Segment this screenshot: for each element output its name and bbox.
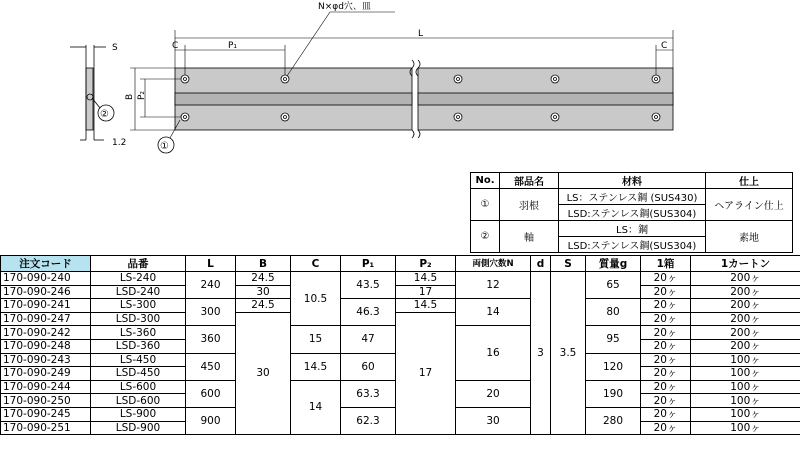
value-p2: 14.5 [396,299,456,313]
parts-name: 軸 [500,221,559,253]
spec-header-p2: P₂ [396,256,456,272]
value-box: 20ヶ [641,285,691,299]
order-code: 170-090-248 [1,339,91,353]
value-mass: 280 [586,407,641,434]
value-carton: 200ヶ [691,339,800,353]
part-number: LSD-600 [91,394,186,408]
order-code: 170-090-241 [1,299,91,313]
order-code: 170-090-242 [1,326,91,340]
value-box: 20ヶ [641,326,691,340]
spec-header-n: 両側穴数N [456,256,531,272]
value-carton: 200ヶ [691,312,800,326]
part-number: LS-360 [91,326,186,340]
value-p1: 63.3 [341,380,396,407]
parts-header-name: 部品名 [500,173,559,189]
value-c: 10.5 [291,272,341,326]
value-n: 16 [456,326,531,380]
value-c: 15 [291,326,341,353]
order-code: 170-090-240 [1,272,91,286]
spec-header-mass: 質量g [586,256,641,272]
hole-note-label: N×φd穴、皿 [318,2,371,12]
value-l: 900 [186,407,236,434]
order-code: 170-090-243 [1,353,91,367]
part-number: LSD-360 [91,339,186,353]
parts-material: LSD:ステンレス鋼(SUS304) [559,205,706,221]
table-row [1,272,800,286]
dim-c-right-label: C [661,41,668,51]
part-number: LS-300 [91,299,186,313]
value-p2: 17 [396,285,456,299]
value-box: 20ヶ [641,367,691,381]
part-number: LS-240 [91,272,186,286]
dim-b-label: B [125,93,135,100]
value-l: 240 [186,272,236,299]
value-p1: 43.5 [341,272,396,299]
value-mass: 80 [586,299,641,326]
order-code: 170-090-247 [1,312,91,326]
value-p1: 60 [341,353,396,380]
part-number: LSD-900 [91,421,186,435]
table-row [1,312,800,326]
value-box: 20ヶ [641,353,691,367]
order-code: 170-090-246 [1,285,91,299]
value-mass: 95 [586,326,641,353]
spec-header-b: B [236,256,291,272]
value-d: 3 [531,272,551,435]
value-box: 20ヶ [641,407,691,421]
value-carton: 100ヶ [691,367,800,381]
parts-name: 羽根 [500,189,559,221]
value-b: 30 [236,312,291,434]
dim-c-left-label: C [172,41,179,51]
parts-material: LSD:ステンレス鋼(SUS304) [559,237,706,253]
spec-header-box: 1箱 [641,256,691,272]
spec-header-part: 品番 [91,256,186,272]
order-code: 170-090-245 [1,407,91,421]
order-code: 170-090-251 [1,421,91,435]
value-n: 30 [456,407,531,434]
value-box: 20ヶ [641,421,691,435]
parts-no: ① [471,189,500,221]
parts-material: LS：ステンレス鋼 (SUS430) [559,189,706,205]
spec-header-code: 注文コード [1,256,91,272]
side-view [70,45,114,140]
value-l: 600 [186,380,236,407]
dim-s-label: S [112,43,118,53]
parts-no: ② [471,221,500,253]
value-p1: 47 [341,326,396,353]
value-l: 300 [186,299,236,326]
table-row [1,299,800,313]
part-number: LS-600 [91,380,186,394]
part-number: LS-900 [91,407,186,421]
value-mass: 65 [586,272,641,299]
parts-header-no: No. [471,173,500,189]
value-box: 20ヶ [641,380,691,394]
value-box: 20ヶ [641,339,691,353]
value-p1: 46.3 [341,299,396,326]
value-carton: 100ヶ [691,421,800,435]
part-number: LSD-300 [91,312,186,326]
spec-header-l: L [186,256,236,272]
spec-header-d: d [531,256,551,272]
part-number: LSD-240 [91,285,186,299]
value-mass: 120 [586,353,641,380]
spec-header-p1: P₁ [341,256,396,272]
value-p2: 14.5 [396,272,456,286]
value-carton: 200ヶ [691,285,800,299]
value-box: 20ヶ [641,394,691,408]
dim-l-label: L [418,29,424,39]
value-l: 450 [186,353,236,380]
value-box: 20ヶ [641,299,691,313]
table-row [1,285,800,299]
parts-table [470,172,793,253]
order-code: 170-090-244 [1,380,91,394]
value-carton: 100ヶ [691,380,800,394]
dim-1-2-label: 1.2 [112,138,127,148]
value-p1: 62.3 [341,407,396,434]
parts-material: LS：鋼 [559,221,706,237]
value-p2: 17 [396,312,456,434]
callout-2: ② [100,109,109,120]
value-carton: 200ヶ [691,299,800,313]
value-b: 30 [236,285,291,299]
order-code: 170-090-250 [1,394,91,408]
value-carton: 100ヶ [691,407,800,421]
hinge-plan-view [175,60,673,138]
parts-header-finish: 仕上 [706,173,793,189]
value-n: 14 [456,299,531,326]
value-n: 20 [456,380,531,407]
value-c: 14.5 [291,353,341,380]
value-b: 24.5 [236,299,291,313]
part-number: LS-450 [91,353,186,367]
value-box: 20ヶ [641,272,691,286]
value-carton: 200ヶ [691,272,800,286]
value-carton: 200ヶ [691,326,800,340]
dim-p1-label: P₁ [228,41,238,51]
value-carton: 100ヶ [691,353,800,367]
parts-finish: ヘアライン仕上 [706,189,793,221]
dim-p2-label: P₂ [137,90,147,100]
spec-header-s: S [551,256,586,272]
parts-header-material: 材料 [559,173,706,189]
part-number: LSD-450 [91,367,186,381]
callout-1: ① [160,141,169,152]
spec-table [0,255,800,435]
parts-finish: 素地 [706,221,793,253]
spec-header-c: C [291,256,341,272]
hinge-drawing [0,0,800,170]
value-box: 20ヶ [641,312,691,326]
value-c: 14 [291,380,341,434]
value-s: 3.5 [551,272,586,435]
value-mass: 190 [586,380,641,407]
spec-header-carton: 1カートン [691,256,800,272]
value-l: 360 [186,326,236,353]
value-n: 12 [456,272,531,299]
value-b: 24.5 [236,272,291,286]
order-code: 170-090-249 [1,367,91,381]
value-carton: 100ヶ [691,394,800,408]
